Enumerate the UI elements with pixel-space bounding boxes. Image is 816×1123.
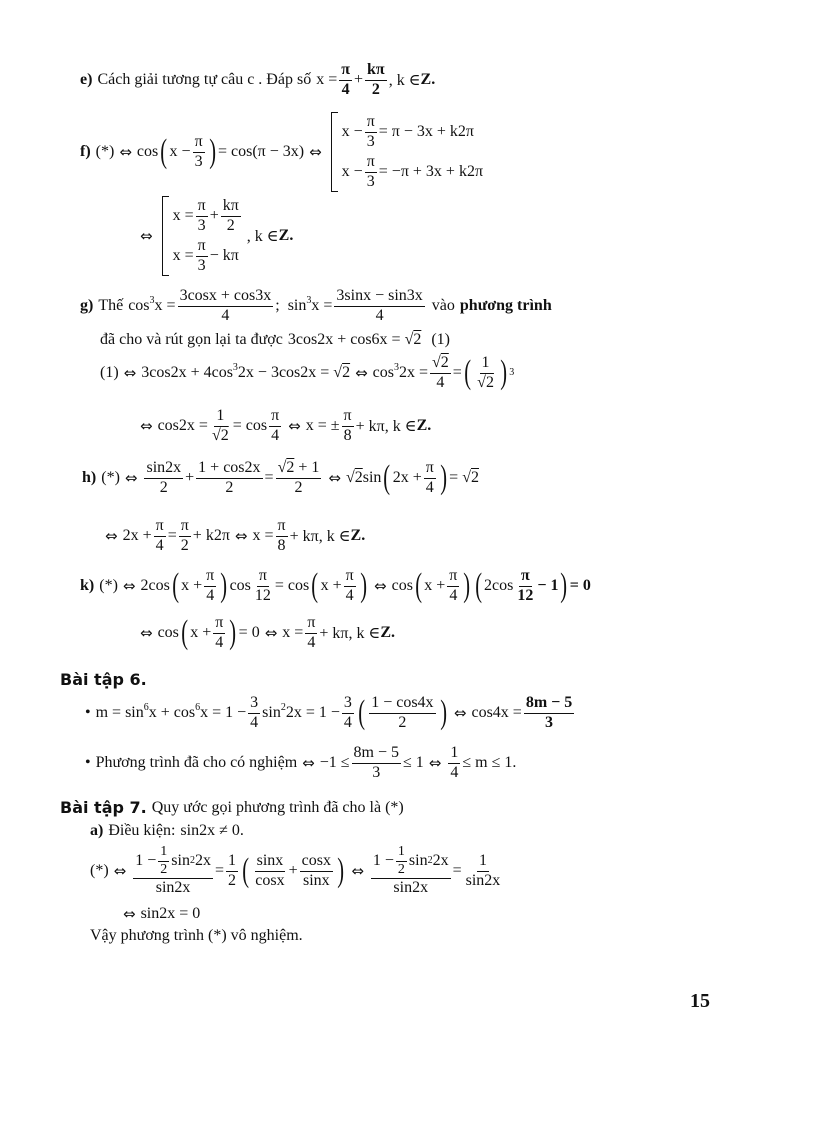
- iff-arrow: ⇔: [140, 417, 153, 436]
- fraction: $\frac{\pi}{12}$: [254, 567, 271, 604]
- fraction: $\frac{\pi}{4}$: [345, 567, 354, 604]
- iff-arrow: ⇔: [105, 527, 118, 546]
- exercise7-conclusion: Vậy phương trình (*) vô nghiệm.: [90, 927, 303, 944]
- fraction: $\frac{\pi}{4}$: [155, 517, 164, 554]
- exercise6-bullet2-text: Phương trình đã cho có nghiệm: [95, 754, 298, 772]
- iff-arrow: ⇔: [453, 704, 467, 723]
- iff-arrow: ⇔: [374, 577, 387, 596]
- iff-arrow: ⇔: [351, 862, 364, 881]
- item-g-tail: vào: [431, 297, 455, 315]
- item-k-label: k): [80, 577, 95, 595]
- item-g-line4: ⇔ cos2x = $\frac{1}{√2}$ = cos $\frac{\pi}{4}$ ⇔ x = ± $\frac{\pi}{8}$ + kπ, k ∈ Z.: [140, 407, 432, 444]
- exercise7-a-label: a): [90, 822, 104, 839]
- page-number: 15: [690, 990, 710, 1012]
- exercise7-a-eq2: ⇔ sin2x = 0: [123, 905, 201, 923]
- iff-arrow: ⇔: [123, 364, 137, 383]
- fraction: $\frac{\pi}{4}$: [449, 567, 458, 604]
- fraction: $\frac{\cos x}{\sin x}$: [301, 851, 331, 889]
- item-k-line2: ⇔ cos ( x + $\frac{\pi}{4}$ ) = 0 ⇔ x = $\frac{\pi}{4}$ + kπ, k ∈ Z.: [140, 614, 396, 652]
- item-g-label: g): [80, 297, 94, 315]
- item-e-label: e): [80, 71, 93, 89]
- fraction: $\frac{\pi}{4}$: [425, 459, 434, 496]
- fraction: $\frac{√2}{4}$: [432, 354, 449, 391]
- fraction: $\frac{\pi}{2}$: [180, 517, 189, 554]
- fraction: 1 − $\frac{1}{2}$ sin 2 2x sin2x: [135, 844, 211, 897]
- fraction: $\frac{3\cos x + \cos 3x}{4}$: [179, 287, 272, 324]
- iff-arrow: ⇔: [328, 469, 341, 488]
- fraction: $\frac{\sin 2x}{2}$: [146, 459, 182, 496]
- equation-system: x = $\frac{\pi}{3}$ + $\frac{k\pi}{2}$ x = $\frac{\pi}{3}$ − kπ: [162, 196, 243, 276]
- item-g-line2-text: đã cho và rút gọn lại ta được: [100, 331, 283, 348]
- fraction: $\frac{\pi}{4}$: [271, 407, 280, 444]
- exercise7-a-eq1: (*) ⇔ 1 − $\frac{1}{2}$ sin 2 2x sin2x = $\frac{1}{2}$ ( $\frac{\sin x}{\cos x}$ + $\frac{\cos x}{\sin x}$ ) ⇔ 1 − $\frac{1}{2}$ sin 2 2x sin2x = $\frac{1}{\sin 2x}$: [90, 844, 501, 897]
- exercise6-bullet2: • Phương trình đã cho có nghiệm ⇔ −1 ≤ $\frac{8m - 5}{3}$ ≤ 1 ⇔ $\frac{1}{4}$ ≤ m ≤ 1.: [85, 744, 517, 781]
- equation-system: x − $\frac{\pi}{3}$ = π − 3x + k2π x − $\frac{\pi}{3}$ = −π + 3x + k2π: [331, 112, 483, 192]
- item-f-line2: ⇔ x = $\frac{\pi}{3}$ + $\frac{k\pi}{2}$ x = $\frac{\pi}{3}$ − kπ , k ∈ Z.: [135, 196, 293, 276]
- item-g-line2: đã cho và rút gọn lại ta được 3cos2x + cos6x = √2 (1): [100, 331, 450, 348]
- exercise7-heading: Bài tập 7.: [60, 798, 147, 817]
- exercise7-a-condition-text: Điều kiện:: [108, 822, 176, 839]
- iff-arrow: ⇔: [119, 143, 132, 161]
- fraction: $\frac{\pi}{4}$: [215, 614, 224, 651]
- fraction: $\frac{1 + \cos 2x}{2}$: [198, 459, 261, 496]
- iff-arrow: ⇔: [264, 624, 278, 643]
- iff-arrow: ⇔: [140, 227, 153, 245]
- fraction: $\frac{8m - 5}{3}$: [353, 744, 400, 781]
- bullet-icon: •: [85, 704, 91, 722]
- item-k-line1: k) (*) ⇔ 2cos ( x + $\frac{\pi}{4}$ ) cos $\frac{\pi}{12}$ = cos ( x + $\frac{\pi}{4}$ ) ⇔ cos ( x + $\frac{\pi}{4}$ ) ( 2cos $\frac{\pi}{12}$ − 1 ) = 0: [80, 567, 591, 605]
- iff-arrow: ⇔: [122, 577, 136, 596]
- iff-arrow: ⇔: [123, 905, 136, 923]
- fraction: $\frac{\pi}{4}$: [307, 614, 316, 651]
- exercise6-bullet1: • $m = \sin^6x + \cos^6x = 1$ − $\frac{3}{4}$ $\sin^22x = 1$ − $\frac{3}{4}$ ( $\frac{1 - \cos 4x}{2}$ ) ⇔ cos4x = $\frac{8m - 5}{3}$: [85, 694, 573, 732]
- fraction: $\frac{1}{2}$: [227, 851, 236, 889]
- fraction: $\frac{3}{4}$: [343, 694, 352, 731]
- iff-arrow: ⇔: [288, 417, 301, 436]
- item-e-text: Cách giải tương tự câu c . Đáp số: [97, 71, 312, 89]
- fraction: $\frac{\pi}{8}$: [343, 407, 352, 444]
- fraction: $\frac{\pi}{12}$: [517, 567, 534, 604]
- bullet-icon: •: [85, 754, 91, 772]
- item-g-tail-bold: phương trình: [459, 297, 552, 315]
- fraction: $\frac{8m - 5}{3}$: [525, 694, 573, 731]
- fraction: $\frac{\pi}{4}$: [341, 61, 350, 98]
- item-h-label: h): [82, 469, 97, 487]
- math: x =: [316, 71, 338, 89]
- fraction: $\frac{\pi}{3}$: [194, 132, 203, 170]
- iff-arrow: ⇔: [355, 364, 368, 383]
- fraction: $\frac{1 - \cos 4x}{2}$: [371, 694, 434, 731]
- iff-arrow: ⇔: [309, 143, 322, 161]
- iff-arrow: ⇔: [302, 754, 315, 773]
- item-h-line1: h) (*) ⇔ $\frac{\sin 2x}{2}$ + $\frac{1 + \cos 2x}{2}$ = $\frac{√2 + 1}{2}$ ⇔ √2sin ( 2x + $\frac{\pi}{4}$ ) = √2: [82, 459, 479, 497]
- fraction: $\frac{1}{\sin 2x}$: [465, 851, 501, 889]
- exercise6-heading: Bài tập 6.: [60, 670, 147, 689]
- item-h-line2: ⇔ 2x + $\frac{\pi}{4}$ = $\frac{\pi}{2}$ + k2π ⇔ x = $\frac{\pi}{8}$ + kπ, k ∈ Z.: [105, 517, 366, 554]
- fraction: 1 − $\frac{1}{2}$ sin 2 2x sin2x: [372, 844, 449, 897]
- fraction: $\frac{1}{√2}$: [477, 354, 494, 391]
- item-g-intro: Thế: [98, 297, 124, 315]
- iff-arrow: ⇔: [428, 754, 442, 773]
- item-g-line1: g) Thế $\cos^3x$ = $\frac{3\cos x + \cos 3x}{4}$ ; $\sin^3x$ = $\frac{3\sin x - \sin 3x}{4}$ vào phương trình: [80, 287, 552, 324]
- fraction: $\frac{\pi}{8}$: [277, 517, 286, 554]
- fraction: $\frac{\pi}{4}$: [206, 567, 215, 604]
- fraction: $\frac{k\pi}{2}$: [367, 61, 385, 98]
- iff-arrow: ⇔: [113, 862, 127, 881]
- exercise7-intro: Quy ước gọi phương trình đã cho là (*): [151, 798, 404, 816]
- iff-arrow: ⇔: [140, 624, 153, 643]
- fraction: $\frac{3}{4}$: [250, 694, 259, 731]
- fraction: $\frac{1}{4}$: [450, 744, 459, 781]
- exercise7-a-condition-eq: sin2x ≠ 0.: [180, 822, 244, 839]
- fraction: $\frac{1}{√2}$: [211, 407, 229, 444]
- item-f-line1: f) (*) ⇔ cos ( x − $\frac{\pi}{3}$ ) = cos(π − 3x) ⇔ x − $\frac{\pi}{3}$ = π − 3x + k2π x − $\frac{\pi}{3}$ = −π + 3x + k2π: [80, 112, 483, 192]
- exercise7-a-condition: [90, 822, 244, 840]
- fraction: $\frac{3\sin x - \sin 3x}{4}$: [336, 287, 423, 324]
- fraction: $\frac{\sin x}{\cos x}$: [255, 851, 285, 889]
- iff-arrow: ⇔: [124, 469, 138, 488]
- exercise7-heading-line: [60, 798, 404, 817]
- fraction: $\frac{√2 + 1}{2}$: [277, 459, 320, 496]
- item-e: e) Cách giải tương tự câu c . Đáp số x = $\frac{\pi}{4}$ + $\frac{k\pi}{2}$ , k ∈ Z.: [80, 61, 436, 98]
- item-f-label: f): [80, 143, 91, 160]
- iff-arrow: ⇔: [234, 527, 248, 546]
- item-g-line3: (1) ⇔ $3\cos 2x + 4\cos^32x - 3\cos 2x = √2$ ⇔ $\cos^32x$ = $\frac{√2}{4}$ = ( $\frac{1}{√2}$ ) 3: [100, 354, 515, 392]
